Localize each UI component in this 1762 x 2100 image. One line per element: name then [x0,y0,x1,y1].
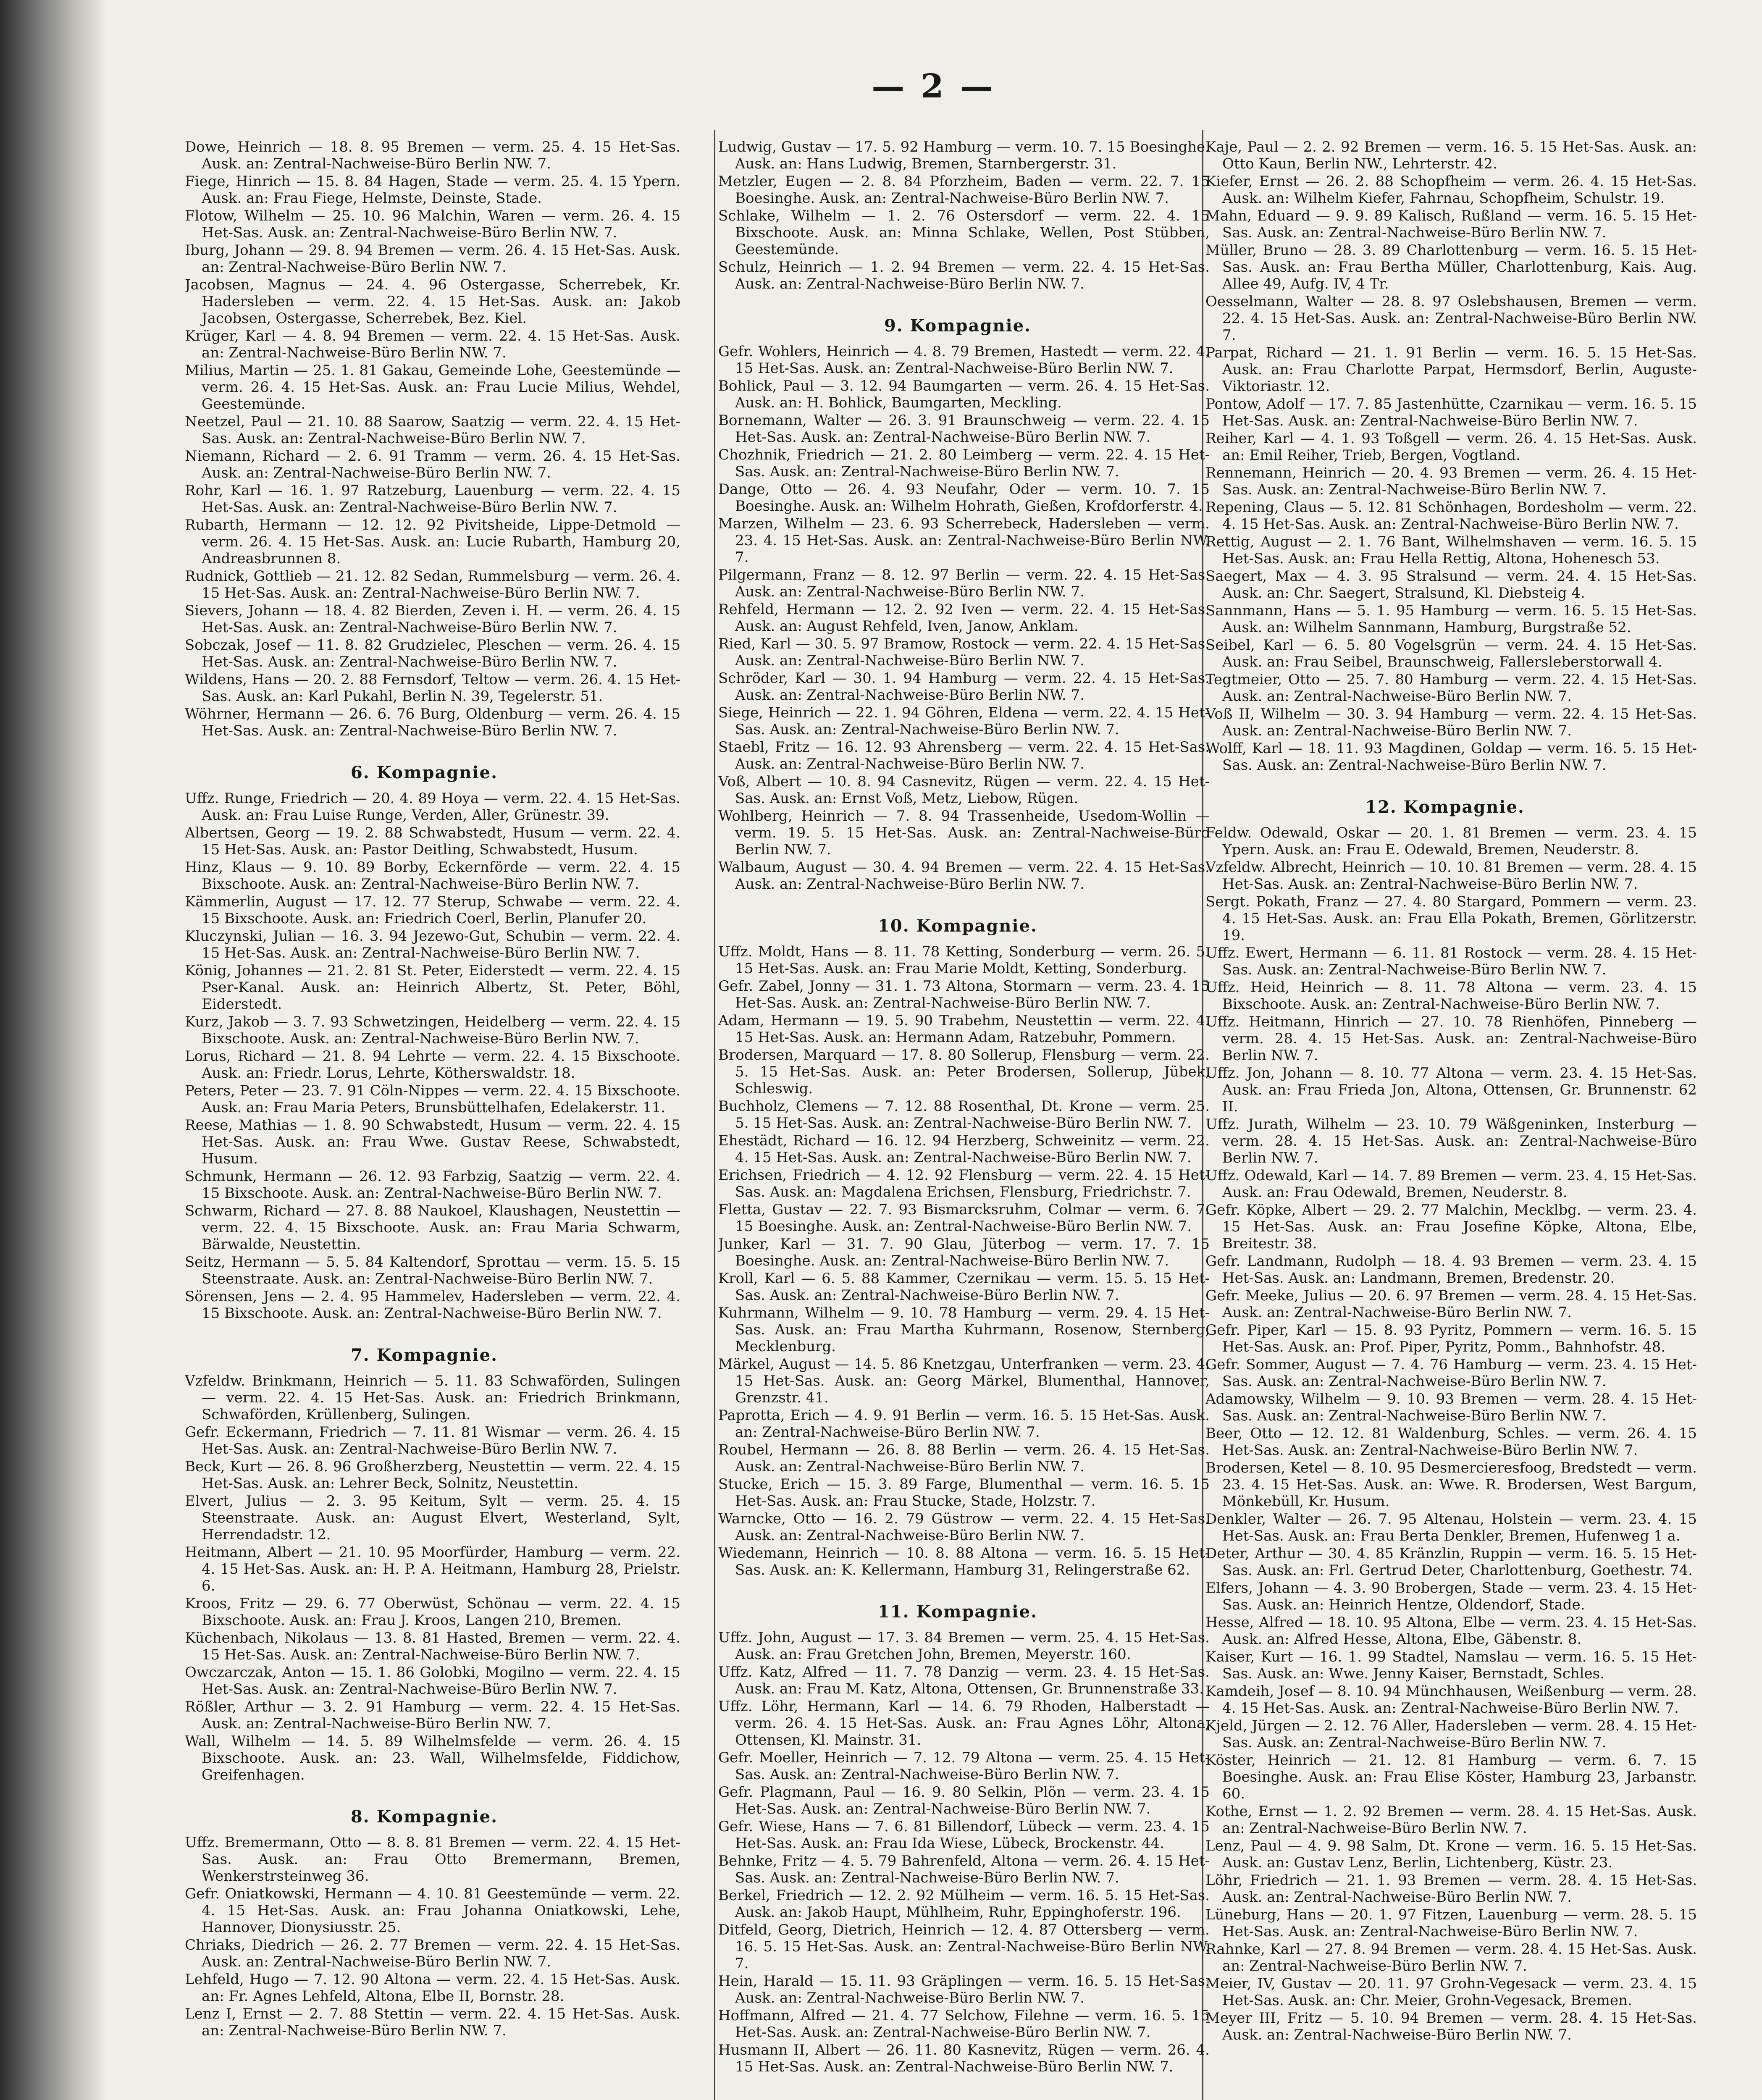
casualty-entry: Meyer III, Fritz — 5. 10. 94 Bremen — verm. 28. 4. 15 Het-Sas. Ausk. an: Zentral-Nachweise-Büro Berlin NW. 7. [1205,2010,1697,2043]
casualty-entry: Uffz. Jurath, Wilhelm — 23. 10. 79 Wäßgeninken, Insterburg — verm. 28. 4. 15 Het-Sas. Ausk. an: Zentral-Nachweise-Büro Berlin NW. 7. [1205,1116,1697,1166]
casualty-entry: Reese, Mathias — 1. 8. 90 Schwabstedt, Husum — verm. 22. 4. 15 Het-Sas. Ausk. an: Frau Wwe. Gustav Reese, Schwabstedt, Husum. [185,1117,680,1167]
casualty-entry: Gefr. Meeke, Julius — 20. 6. 97 Bremen — verm. 28. 4. 15 Het-Sas. Ausk. an: Zentral-Nachweise-Büro Berlin NW. 7. [1205,1287,1697,1321]
casualty-entry: Oesselmann, Walter — 28. 8. 97 Oslebshausen, Bremen — verm. 22. 4. 15 Het-Sas. Ausk. an: Zentral-Nachweise-Büro Berlin NW. 7. [1205,293,1697,344]
casualty-entry: Marzen, Wilhelm — 23. 6. 93 Scherrebeck, Hadersleben — verm. 23. 4. 15 Het-Sas. Ausk. an: Zentral-Nachweise-Büro Berlin NW. 7. [718,515,1210,566]
casualty-entry: Gefr. Piper, Karl — 15. 8. 93 Pyritz, Pommern — verm. 16. 5. 15 Het-Sas. Ausk. an: Prof. Piper, Pyritz, Pomm., Bahnhofstr. 48. [1205,1322,1697,1355]
casualty-entry: Voß II, Wilhelm — 30. 3. 94 Hamburg — verm. 22. 4. 15 Het-Sas. Ausk. an: Zentral-Nachweise-Büro Berlin NW. 7. [1205,706,1697,739]
casualty-entry: Hinz, Klaus — 9. 10. 89 Borby, Eckernförde — verm. 22. 4. 15 Bixschoote. Ausk. an: Zentral-Nachweise-Büro Berlin NW. 7. [185,859,680,892]
casualty-entry: Meier, IV, Gustav — 20. 11. 97 Grohn-Vegesack — verm. 23. 4. 15 Het-Sas. Ausk. an: Chr. Meier, Grohn-Vegesack, Bremen. [1205,1975,1697,2009]
text-column-3 [1205,139,1743,2100]
casualty-entry: Flotow, Wilhelm — 25. 10. 96 Malchin, Waren — verm. 26. 4. 15 Het-Sas. Ausk. an: Zentral-Nachweise-Büro Berlin NW. 7. [185,207,680,241]
casualty-entry: Krüger, Karl — 4. 8. 94 Bremen — verm. 22. 4. 15 Het-Sas. Ausk. an: Zentral-Nachweise-Büro Berlin NW. 7. [185,328,680,361]
casualty-entry: Wall, Wilhelm — 14. 5. 89 Wilhelmsfelde — verm. 26. 4. 15 Bixschoote. Ausk. an: 23. Wall, Wilhelmsfelde, Fiddichow, Greifenhagen. [185,1733,680,1783]
casualty-entry: Dange, Otto — 26. 4. 93 Neufahr, Oder — verm. 10. 7. 15 Boesinghe. Ausk. an: Wilhelm Hohrath, Gießen, Krofdorferstr. 4. [718,481,1210,514]
casualty-entry: Gefr. Eckermann, Friedrich — 7. 11. 81 Wismar — verm. 26. 4. 15 Het-Sas. Ausk. an: Zentral-Nachweise-Büro Berlin NW. 7. [185,1424,680,1457]
casualty-entry: Sergt. Pokath, Franz — 27. 4. 80 Stargard, Pommern — verm. 23. 4. 15 Het-Sas. Ausk. an: Frau Ella Pokath, Bremen, Görlitzerstr. 19. [1205,893,1697,944]
casualty-entry: Adamowsky, Wilhelm — 9. 10. 93 Bremen — verm. 28. 4. 15 Het-Sas. Ausk. an: Zentral-Nachweise-Büro Berlin NW. 7. [1205,1391,1697,1424]
casualty-entry: Mahn, Eduard — 9. 9. 89 Kalisch, Rußland — verm. 16. 5. 15 Het-Sas. Ausk. an: Zentral-Nachweise-Büro Berlin NW. 7. [1205,207,1697,241]
casualty-entry: Schmunk, Hermann — 26. 12. 93 Farbzig, Saatzig — verm. 22. 4. 15 Bixschoote. Ausk. an: Zentral-Nachweise-Büro Berlin NW. 7. [185,1168,680,1202]
casualty-entry: Beer, Otto — 12. 12. 81 Waldenburg, Schles. — verm. 26. 4. 15 Het-Sas. Ausk. an: Zentral-Nachweise-Büro Berlin NW. 7. [1205,1425,1697,1459]
casualty-entry: Lorus, Richard — 21. 8. 94 Lehrte — verm. 22. 4. 15 Bixschoote. Ausk. an: Friedr. Lorus, Lehrte, Kötherswaldstr. 18. [185,1048,680,1082]
company-heading: 7. Kompagnie. [350,1345,498,1365]
casualty-entry: Denkler, Walter — 26. 7. 95 Altenau, Holstein — verm. 23. 4. 15 Het-Sas. Ausk. an: Frau Berta Denkler, Bremen, Hufenweg 1 a. [1205,1511,1697,1544]
casualty-entry: Berkel, Friedrich — 12. 2. 92 Mülheim — verm. 16. 5. 15 Het-Sas. Ausk. an: Jakob Haupt, Mühlheim, Ruhr, Eppinghoferstr. 196. [718,1887,1210,1921]
company-heading: 10. Kompagnie. [878,916,1037,936]
casualty-entry: Roubel, Hermann — 26. 8. 88 Berlin — verm. 26. 4. 15 Het-Sas. Ausk. an: Zentral-Nachweise-Büro Berlin NW. 7. [718,1441,1210,1475]
casualty-entry: Owczarczak, Anton — 15. 1. 86 Golobki, Mogilno — verm. 22. 4. 15 Het-Sas. Ausk. an: Zentral-Nachweise-Büro Berlin NW. 7. [185,1664,680,1698]
casualty-entry: Neetzel, Paul — 21. 10. 88 Saarow, Saatzig — verm. 22. 4. 15 Het-Sas. Ausk. an: Zentral-Nachweise-Büro Berlin NW. 7. [185,413,680,447]
casualty-entry: Wolff, Karl — 18. 11. 93 Magdinen, Goldap — verm. 16. 5. 15 Het-Sas. Ausk. an: Zentral-Nachweise-Büro Berlin NW. 7. [1205,740,1697,774]
casualty-entry: Voß, Albert — 10. 8. 94 Casnevitz, Rügen — verm. 22. 4. 15 Het-Sas. Ausk. an: Ernst Voß, Metz, Liebow, Rügen. [718,773,1210,807]
company-heading: 6. Kompagnie. [350,763,498,782]
casualty-entry: Heitmann, Albert — 21. 10. 95 Moorfürder, Hamburg — verm. 22. 4. 15 Het-Sas. Ausk. an: H. P. A. Heitmann, Hamburg 28, Prielstr. 6. [185,1544,680,1594]
casualty-entry: Stucke, Erich — 15. 3. 89 Farge, Blumenthal — verm. 16. 5. 15 Het-Sas. Ausk. an: Frau Stucke, Stade, Holzstr. 7. [718,1476,1210,1509]
casualty-entry: Sannmann, Hans — 5. 1. 95 Hamburg — verm. 16. 5. 15 Het-Sas. Ausk. an: Wilhelm Sannmann, Hamburg, Burgstraße 52. [1205,602,1697,636]
casualty-entry: Lenz I, Ernst — 2. 7. 88 Stettin — verm. 22. 4. 15 Het-Sas. Ausk. an: Zentral-Nachweise-Büro Berlin NW. 7. [185,2006,680,2039]
company-heading: 9. Kompagnie. [884,316,1032,336]
casualty-entry: Lenz, Paul — 4. 9. 98 Salm, Dt. Krone — verm. 16. 5. 15 Het-Sas. Ausk. an: Gustav Lenz, Berlin, Lichtenberg, Küstr. 23. [1205,1838,1697,1871]
casualty-entry: Tegtmeier, Otto — 25. 7. 80 Hamburg — verm. 22. 4. 15 Het-Sas. Ausk. an: Zentral-Nachweise-Büro Berlin NW. 7. [1205,671,1697,705]
casualty-entry: Uffz. Odewald, Karl — 14. 7. 89 Bremen — verm. 23. 4. 15 Het-Sas. Ausk. an: Frau Odewald, Bremen, Neuderstr. 8. [1205,1167,1697,1201]
casualty-entry: Gefr. Wohlers, Heinrich — 4. 8. 79 Bremen, Hastedt — verm. 22. 4. 15 Het-Sas. Ausk. an: Zentral-Nachweise-Büro Berlin NW. 7. [718,343,1210,377]
binding-gutter [0,0,105,2100]
casualty-entry: Schröder, Karl — 30. 1. 94 Hamburg — verm. 22. 4. 15 Het-Sas. Ausk. an: Zentral-Nachweise-Büro Berlin NW. 7. [718,670,1210,704]
casualty-entry: Sievers, Johann — 18. 4. 82 Bierden, Zeven i. H. — verm. 26. 4. 15 Het-Sas. Ausk. an: Zentral-Nachweise-Büro Berlin NW. 7. [185,602,680,636]
casualty-entry: Husmann II, Albert — 26. 11. 80 Kasnevitz, Rügen — verm. 26. 4. 15 Het-Sas. Ausk. an: Zentral-Nachweise-Büro Berlin NW. 7. [718,2042,1210,2075]
casualty-entry: Bohlick, Paul — 3. 12. 94 Baumgarten — verm. 26. 4. 15 Het-Sas. Ausk. an: H. Bohlick, Baumgarten, Meckling. [718,378,1210,411]
casualty-entry: Kamdeih, Josef — 8. 10. 94 Münchhausen, Weißenburg — verm. 28. 4. 15 Het-Sas. Ausk. an: Zentral-Nachweise-Büro Berlin NW. 7. [1205,1683,1697,1717]
casualty-entry: Ried, Karl — 30. 5. 97 Bramow, Rostock — verm. 22. 4. 15 Het-Sas. Ausk. an: Zentral-Nachweise-Büro Berlin NW. 7. [718,635,1210,669]
casualty-entry: Kurz, Jakob — 3. 7. 93 Schwetzingen, Heidelberg — verm. 22. 4. 15 Bixschoote. Ausk. an: Zentral-Nachweise-Büro Berlin NW. 7. [185,1013,680,1047]
page-number: — 2 — [872,67,995,105]
casualty-entry: Buchholz, Clemens — 7. 12. 88 Rosenthal, Dt. Krone — verm. 25. 5. 15 Het-Sas. Ausk. an: Zentral-Nachweise-Büro Berlin NW. 7. [718,1098,1210,1131]
casualty-entry: Beck, Kurt — 26. 8. 96 Großherzberg, Neustettin — verm. 22. 4. 15 Het-Sas. Ausk. an: Lehrer Beck, Solnitz, Neustettin. [185,1458,680,1492]
casualty-entry: Pontow, Adolf — 17. 7. 85 Jastenhütte, Czarnikau — verm. 16. 5. 15 Het-Sas. Ausk. an: Zentral-Nachweise-Büro Berlin NW. 7. [1205,396,1697,429]
casualty-entry: Elvert, Julius — 2. 3. 95 Keitum, Sylt — verm. 25. 4. 15 Steenstraate. Ausk. an: August Elvert, Westerland, Sylt, Herrendadstr. 12. [185,1493,680,1543]
casualty-entry: Chozhnik, Friedrich — 21. 2. 80 Leimberg — verm. 22. 4. 15 Het-Sas. Ausk. an: Zentral-Nachweise-Büro Berlin NW. 7. [718,446,1210,480]
casualty-entry: Behnke, Fritz — 4. 5. 79 Bahrenfeld, Altona — verm. 26. 4. 15 Het-Sas. Ausk. an: Zentral-Nachweise-Büro Berlin NW. 7. [718,1853,1210,1886]
casualty-entry: Uffz. Ewert, Hermann — 6. 11. 81 Rostock — verm. 28. 4. 15 Het-Sas. Ausk. an: Zentral-Nachweise-Büro Berlin NW. 7. [1205,945,1697,978]
casualty-entry: Fiege, Hinrich — 15. 8. 84 Hagen, Stade — verm. 25. 4. 15 Ypern. Ausk. an: Frau Fiege, Helmste, Deinste, Stade. [185,173,680,207]
company-heading: 8. Kompagnie. [350,1807,498,1827]
casualty-entry: Märkel, August — 14. 5. 86 Knetzgau, Unterfranken — verm. 23. 4. 15 Het-Sas. Ausk. an: Georg Märkel, Blumenthal, Hannover, Grenzstr. 41. [718,1356,1210,1406]
casualty-entry: Ludwig, Gustav — 17. 5. 92 Hamburg — verm. 10. 7. 15 Boesinghe. Ausk. an: Hans Ludwig, Bremen, Starnbergerstr. 31. [718,139,1210,172]
casualty-entry: Metzler, Eugen — 2. 8. 84 Pforzheim, Baden — verm. 22. 7. 15 Boesinghe. Ausk. an: Zentral-Nachweise-Büro Berlin NW. 7. [718,173,1210,207]
casualty-entry: Kämmerlin, August — 17. 12. 77 Sterup, Schwabe — verm. 22. 4. 15 Bixschoote. Ausk. an: Friedrich Coerl, Berlin, Planufer 20. [185,893,680,927]
casualty-entry: Wildens, Hans — 20. 2. 88 Fernsdorf, Teltow — verm. 26. 4. 15 Het-Sas. Ausk. an: Karl Pukahl, Berlin N. 39, Tegelerstr. 51. [185,671,680,705]
casualty-entry: Junker, Karl — 31. 7. 90 Glau, Jüterbog — verm. 17. 7. 15 Boesinghe. Ausk. an: Zentral-Nachweise-Büro Berlin NW. 7. [718,1236,1210,1269]
casualty-entry: Seibel, Karl — 6. 5. 80 Vogelsgrün — verm. 24. 4. 15 Het-Sas. Ausk. an: Frau Seibel, Braunschweig, Fallersleberstorwall 4. [1205,637,1697,670]
casualty-entry: Schulz, Heinrich — 1. 2. 94 Bremen — verm. 22. 4. 15 Het-Sas. Ausk. an: Zentral-Nachweise-Büro Berlin NW. 7. [718,259,1210,292]
casualty-entry: Kothe, Ernst — 1. 2. 92 Bremen — verm. 28. 4. 15 Het-Sas. Ausk. an: Zentral-Nachweise-Büro Berlin NW. 7. [1205,1803,1697,1837]
casualty-entry: Kroll, Karl — 6. 5. 88 Kammer, Czernikau — verm. 15. 5. 15 Het-Sas. Ausk. an: Zentral-Nachweise-Büro Berlin NW. 7. [718,1270,1210,1304]
casualty-entry: Hoffmann, Alfred — 21. 4. 77 Selchow, Filehne — verm. 16. 5. 15 Het-Sas. Ausk. an: Zentral-Nachweise-Büro Berlin NW. 7. [718,2007,1210,2041]
casualty-entry: Gefr. Moeller, Heinrich — 7. 12. 79 Altona — verm. 25. 4. 15 Het-Sas. Ausk. an: Zentral-Nachweise-Büro Berlin NW. 7. [718,1749,1210,1783]
casualty-entry: Uffz. Runge, Friedrich — 20. 4. 89 Hoya — verm. 22. 4. 15 Het-Sas. Ausk. an: Frau Luise Runge, Verden, Aller, Grünestr. 39. [185,790,680,824]
casualty-entry: Wiedemann, Heinrich — 10. 8. 88 Altona — verm. 16. 5. 15 Het-Sas. Ausk. an: K. Kellermann, Hamburg 31, Relingerstraße 62. [718,1545,1210,1578]
casualty-entry: Uffz. Moldt, Hans — 8. 11. 78 Ketting, Sonderburg — verm. 26. 5. 15 Het-Sas. Ausk. an: Frau Marie Moldt, Ketting, Sonderburg. [718,943,1210,977]
casualty-entry: Kjeld, Jürgen — 2. 12. 76 Aller, Hadersleben — verm. 28. 4. 15 Het-Sas. Ausk. an: Zentral-Nachweise-Büro Berlin NW. 7. [1205,1717,1697,1751]
casualty-entry: Uffz. Jon, Johann — 8. 10. 77 Altona — verm. 23. 4. 15 Het-Sas. Ausk. an: Frau Frieda Jon, Altona, Ottensen, Gr. Brunnenstr. 62 II. [1205,1065,1697,1115]
document-page [105,0,1762,2100]
casualty-entry: Walbaum, August — 30. 4. 94 Bremen — verm. 22. 4. 15 Het-Sas. Ausk. an: Zentral-Nachweise-Büro Berlin NW. 7. [718,859,1210,892]
casualty-entry: Kuhrmann, Wilhelm — 9. 10. 78 Hamburg — verm. 29. 4. 15 Het-Sas. Ausk. an: Frau Martha Kuhrmann, Rosenow, Sternberg, Mecklenburg. [718,1305,1210,1355]
casualty-entry: Fletta, Gustav — 22. 7. 93 Bismarcksruhm, Colmar — verm. 6. 7. 15 Boesinghe. Ausk. an: Zentral-Nachweise-Büro Berlin NW. 7. [718,1201,1210,1235]
casualty-entry: Rennemann, Heinrich — 20. 4. 93 Bremen — verm. 26. 4. 15 Het-Sas. Ausk. an: Zentral-Nachweise-Büro Berlin NW. 7. [1205,465,1697,498]
casualty-entry: Bornemann, Walter — 26. 3. 91 Braunschweig — verm. 22. 4. 15 Het-Sas. Ausk. an: Zentral-Nachweise-Büro Berlin NW. 7. [718,412,1210,446]
casualty-entry: Kroos, Fritz — 29. 6. 77 Oberwüst, Schönau — verm. 22. 4. 15 Bixschoote. Ausk. an: Frau J. Kroos, Langen 210, Bremen. [185,1595,680,1629]
casualty-entry: Rettig, August — 2. 1. 76 Bant, Wilhelmshaven — verm. 16. 5. 15 Het-Sas. Ausk. an: Frau Hella Rettig, Altona, Hohenesch 53. [1205,533,1697,567]
casualty-entry: Gefr. Oniatkowski, Hermann — 4. 10. 81 Geestemünde — verm. 22. 4. 15 Het-Sas. Ausk. an: Frau Johanna Oniatkowski, Lehe, Hannover, Dionysiusstr. 25. [185,1885,680,1936]
casualty-entry: Uffz. Heitmann, Hinrich — 27. 10. 78 Rienhöfen, Pinneberg — verm. 28. 4. 15 Het-Sas. Ausk. an: Zentral-Nachweise-Büro Berlin NW. 7. [1205,1013,1697,1064]
casualty-entry: Albertsen, Georg — 19. 2. 88 Schwabstedt, Husum — verm. 22. 4. 15 Het-Sas. Ausk. an: Pastor Deitling, Schwabstedt, Husum. [185,824,680,858]
casualty-entry: Peters, Peter — 23. 7. 91 Cöln-Nippes — verm. 22. 4. 15 Bixschoote. Ausk. an: Frau Maria Peters, Brunsbüttelhafen, Edelakerstr. 11. [185,1082,680,1116]
casualty-entry: Pilgermann, Franz — 8. 12. 97 Berlin — verm. 22. 4. 15 Het-Sas. Ausk. an: Zentral-Nachweise-Büro Berlin NW. 7. [718,567,1210,600]
casualty-entry: Staebl, Fritz — 16. 12. 93 Ahrensberg — verm. 22. 4. 15 Het-Sas. Ausk. an: Zentral-Nachweise-Büro Berlin NW. 7. [718,739,1210,772]
casualty-entry: Vzfeldw. Brinkmann, Heinrich — 5. 11. 83 Schwaförden, Sulingen — verm. 22. 4. 15 Het-Sas. Ausk. an: Friedrich Brinkmann, Schwaförden, Krüllenberg, Sulingen. [185,1373,680,1423]
casualty-entry: Niemann, Richard — 2. 6. 91 Tramm — verm. 26. 4. 15 Het-Sas. Ausk. an: Zentral-Nachweise-Büro Berlin NW. 7. [185,448,680,481]
casualty-entry: Hein, Harald — 15. 11. 93 Gräplingen — verm. 16. 5. 15 Het-Sas. Ausk. an: Zentral-Nachweise-Büro Berlin NW. 7. [718,1973,1210,2006]
casualty-entry: Wöhrner, Hermann — 26. 6. 76 Burg, Oldenburg — verm. 26. 4. 15 Het-Sas. Ausk. an: Zentral-Nachweise-Büro Berlin NW. 7. [185,706,680,739]
casualty-entry: Hesse, Alfred — 18. 10. 95 Altona, Elbe — verm. 23. 4. 15 Het-Sas. Ausk. an: Alfred Hesse, Altona, Elbe, Gäbenstr. 8. [1205,1614,1697,1648]
casualty-entry: Kaiser, Kurt — 16. 1. 99 Stadtel, Namslau — verm. 16. 5. 15 Het-Sas. Ausk. an: Wwe. Jenny Kaiser, Bernstadt, Schles. [1205,1648,1697,1682]
casualty-entry: Kluczynski, Julian — 16. 3. 94 Jezewo-Gut, Schubin — verm. 22. 4. 15 Het-Sas. Ausk. an: Zentral-Nachweise-Büro Berlin NW. 7. [185,928,680,961]
casualty-entry: Kiefer, Ernst — 26. 2. 88 Schopfheim — verm. 26. 4. 15 Het-Sas. Ausk. an: Wilhelm Kiefer, Fahrnau, Schopfheim, Schulstr. 19. [1205,173,1697,207]
casualty-entry: Uffz. John, August — 17. 3. 84 Bremen — verm. 25. 4. 15 Het-Sas. Ausk. an: Frau Gretchen John, Bremen, Meyerstr. 160. [718,1629,1210,1663]
company-heading: 12. Kompagnie. [1365,797,1525,817]
casualty-entry: Lehfeld, Hugo — 7. 12. 90 Altona — verm. 22. 4. 15 Het-Sas. Ausk. an: Fr. Agnes Lehfeld, Altona, Elbe II, Bornstr. 28. [185,1971,680,2005]
casualty-entry: Gefr. Wiese, Hans — 7. 6. 81 Billendorf, Lübeck — verm. 23. 4. 15 Het-Sas. Ausk. an: Frau Ida Wiese, Lübeck, Brockenstr. 44. [718,1818,1210,1852]
text-column-1 [185,139,722,2100]
casualty-entry: Schwarm, Richard — 27. 8. 88 Naukoel, Klaushagen, Neustettin — verm. 22. 4. 15 Bixschoote. Ausk. an: Frau Maria Schwarm, Bärwalde, Neustettin. [185,1202,680,1253]
casualty-entry: Sobczak, Josef — 11. 8. 82 Grudzielec, Pleschen — verm. 26. 4. 15 Het-Sas. Ausk. an: Zentral-Nachweise-Büro Berlin NW. 7. [185,637,680,670]
casualty-entry: Parpat, Richard — 21. 1. 91 Berlin — verm. 16. 5. 15 Het-Sas. Ausk. an: Frau Charlotte Parpat, Hermsdorf, Berlin, Auguste-Viktoriastr. 12. [1205,344,1697,395]
casualty-entry: Rohr, Karl — 16. 1. 97 Ratzeburg, Lauenburg — verm. 22. 4. 15 Het-Sas. Ausk. an: Zentral-Nachweise-Büro Berlin NW. 7. [185,482,680,516]
casualty-entry: Kaje, Paul — 2. 2. 92 Bremen — verm. 16. 5. 15 Het-Sas. Ausk. an: Otto Kaun, Berlin NW., Lehrterstr. 42. [1205,139,1697,172]
casualty-entry: Ditfeld, Georg, Dietrich, Heinrich — 12. 4. 87 Ottersberg — verm. 16. 5. 15 Het-Sas. Ausk. an: Zentral-Nachweise-Büro Berlin NW. 7. [718,1922,1210,1972]
casualty-entry: Repening, Claus — 5. 12. 81 Schönhagen, Bordesholm — verm. 22. 4. 15 Het-Sas. Ausk. an: Zentral-Nachweise-Büro Berlin NW. 7. [1205,499,1697,533]
casualty-entry: Brodersen, Marquard — 17. 8. 80 Sollerup, Flensburg — verm. 22. 5. 15 Het-Sas. Ausk. an: Peter Brodersen, Sollerup, Jübek, Schleswig. [718,1047,1210,1097]
casualty-entry: Uffz. Bremermann, Otto — 8. 8. 81 Bremen — verm. 22. 4. 15 Het-Sas. Ausk. an: Frau Otto Bremermann, Bremen, Wenkerstrsteinweg 36. [185,1834,680,1885]
casualty-entry: Adam, Hermann — 19. 5. 90 Trabehm, Neustettin — verm. 22. 4. 15 Het-Sas. Ausk. an: Hermann Adam, Ratzebuhr, Pommern. [718,1012,1210,1046]
casualty-entry: Erichsen, Friedrich — 4. 12. 92 Flensburg — verm. 22. 4. 15 Het-Sas. Ausk. an: Magdalena Erichsen, Flensburg, Friedrichstr. 7. [718,1167,1210,1200]
text-column-2 [718,139,1256,2100]
casualty-entry: Rößler, Arthur — 3. 2. 91 Hamburg — verm. 22. 4. 15 Het-Sas. Ausk. an: Zentral-Nachweise-Büro Berlin NW. 7. [185,1698,680,1732]
casualty-entry: Lüneburg, Hans — 20. 1. 97 Fitzen, Lauenburg — verm. 28. 5. 15 Het-Sas. Ausk. an: Zentral-Nachweise-Büro Berlin NW. 7. [1205,1906,1697,1940]
casualty-entry: Feldw. Odewald, Oskar — 20. 1. 81 Bremen — verm. 23. 4. 15 Ypern. Ausk. an: Frau E. Odewald, Bremen, Neuderstr. 8. [1205,824,1697,858]
casualty-entry: Müller, Bruno — 28. 3. 89 Charlottenburg — verm. 16. 5. 15 Het-Sas. Ausk. an: Frau Bertha Müller, Charlottenburg, Kais. Aug. Allee 49, Aufg. IV, 4 Tr. [1205,242,1697,292]
casualty-entry: Paprotta, Erich — 4. 9. 91 Berlin — verm. 16. 5. 15 Het-Sas. Ausk. an: Zentral-Nachweise-Büro Berlin NW. 7. [718,1407,1210,1441]
casualty-entry: Warncke, Otto — 16. 2. 79 Güstrow — verm. 22. 4. 15 Het-Sas. Ausk. an: Zentral-Nachweise-Büro Berlin NW. 7. [718,1510,1210,1544]
casualty-entry: Deter, Arthur — 30. 4. 85 Kränzlin, Ruppin — verm. 16. 5. 15 Het-Sas. Ausk. an: Frl. Gertrud Deter, Charlottenburg, Goethestr. 74. [1205,1545,1697,1579]
casualty-entry: Siege, Heinrich — 22. 1. 94 Göhren, Eldena — verm. 22. 4. 15 Het-Sas. Ausk. an: Zentral-Nachweise-Büro Berlin NW. 7. [718,704,1210,738]
casualty-entry: Uffz. Katz, Alfred — 11. 7. 78 Danzig — verm. 23. 4. 15 Het-Sas. Ausk. an: Frau M. Katz, Altona, Ottensen, Gr. Brunnenstraße 33. [718,1664,1210,1697]
casualty-entry: Gefr. Landmann, Rudolph — 18. 4. 93 Bremen — verm. 23. 4. 15 Het-Sas. Ausk. an: Landmann, Bremen, Bredenstr. 20. [1205,1253,1697,1286]
casualty-entry: Uffz. Heid, Heinrich — 8. 11. 78 Altona — verm. 23. 4. 15 Bixschoote. Ausk. an: Zentral-Nachweise-Büro Berlin NW. 7. [1205,979,1697,1013]
casualty-entry: Elfers, Johann — 4. 3. 90 Brobergen, Stade — verm. 23. 4. 15 Het-Sas. Ausk. an: Heinrich Hentze, Oldendorf, Stade. [1205,1580,1697,1613]
casualty-entry: Milius, Martin — 25. 1. 81 Gakau, Gemeinde Lohe, Geestemünde — verm. 26. 4. 15 Het-Sas. Ausk. an: Frau Lucie Milius, Wehdel, Geestemünde. [185,362,680,412]
casualty-entry: Reiher, Karl — 4. 1. 93 Toßgell — verm. 26. 4. 15 Het-Sas. Ausk. an: Emil Reiher, Trieb, Bergen, Vogtland. [1205,430,1697,464]
casualty-entry: Sörensen, Jens — 2. 4. 95 Hammelev, Hadersleben — verm. 22. 4. 15 Bixschoote. Ausk. an: Zentral-Nachweise-Büro Berlin NW. 7. [185,1288,680,1322]
casualty-entry: König, Johannes — 21. 2. 81 St. Peter, Eiderstedt — verm. 22. 4. 15 Pser-Kanal. Ausk. an: Heinrich Albertz, St. Peter, Böhl, Eiderstedt. [185,962,680,1013]
casualty-entry: Vzfeldw. Albrecht, Heinrich — 10. 10. 81 Bremen — verm. 28. 4. 15 Het-Sas. Ausk. an: Zentral-Nachweise-Büro Berlin NW. 7. [1205,859,1697,892]
casualty-entry: Seitz, Hermann — 5. 5. 84 Kaltendorf, Sprottau — verm. 15. 5. 15 Steenstraate. Ausk. an: Zentral-Nachweise-Büro Berlin NW. 7. [185,1254,680,1287]
casualty-entry: Köster, Heinrich — 21. 12. 81 Hamburg — verm. 6. 7. 15 Boesinghe. Ausk. an: Frau Elise Köster, Hamburg 23, Jarbanstr. 60. [1205,1752,1697,1802]
casualty-entry: Chriaks, Diedrich — 26. 2. 77 Bremen — verm. 22. 4. 15 Het-Sas. Ausk. an: Zentral-Nachweise-Büro Berlin NW. 7. [185,1937,680,1970]
casualty-entry: Schlake, Wilhelm — 1. 2. 76 Ostersdorf — verm. 22. 4. 15 Bixschoote. Ausk. an: Minna Schlake, Wellen, Post Stübben, Geestemünde. [718,207,1210,258]
casualty-entry: Wohlberg, Heinrich — 7. 8. 94 Trassenheide, Usedom-Wollin — verm. 19. 5. 15 Het-Sas. Ausk. an: Zentral-Nachweise-Büro Berlin NW. 7. [718,808,1210,858]
casualty-entry: Rehfeld, Hermann — 12. 2. 92 Iven — verm. 22. 4. 15 Het-Sas. Ausk. an: August Rehfeld, Iven, Janow, Anklam. [718,601,1210,635]
casualty-entry: Gefr. Plagmann, Paul — 16. 9. 80 Selkin, Plön — verm. 23. 4. 15 Het-Sas. Ausk. an: Zentral-Nachweise-Büro Berlin NW. 7. [718,1784,1210,1817]
casualty-entry: Iburg, Johann — 29. 8. 94 Bremen — verm. 26. 4. 15 Het-Sas. Ausk. an: Zentral-Nachweise-Büro Berlin NW. 7. [185,242,680,276]
casualty-entry: Brodersen, Ketel — 8. 10. 95 Desmercieresfoog, Bredstedt — verm. 23. 4. 15 Het-Sas. Ausk. an: Wwe. R. Brodersen, West Bargum, Mönkebüll, Kr. Husum. [1205,1460,1697,1510]
company-heading: 11. Kompagnie. [878,1602,1037,1622]
casualty-entry: Rahnke, Karl — 27. 8. 94 Bremen — verm. 28. 4. 15 Het-Sas. Ausk. an: Zentral-Nachweise-Büro Berlin NW. 7. [1205,1941,1697,1974]
casualty-entry: Löhr, Friedrich — 21. 1. 93 Bremen — verm. 28. 4. 15 Het-Sas. Ausk. an: Zentral-Nachweise-Büro Berlin NW. 7. [1205,1872,1697,1906]
casualty-entry: Ehestädt, Richard — 16. 12. 94 Herzberg, Schweinitz — verm. 22. 4. 15 Het-Sas. Ausk. an: Zentral-Nachweise-Büro Berlin NW. 7. [718,1132,1210,1166]
casualty-entry: Rudnick, Gottlieb — 21. 12. 82 Sedan, Rummelsburg — verm. 26. 4. 15 Het-Sas. Ausk. an: Zentral-Nachweise-Büro Berlin NW. 7. [185,568,680,601]
casualty-entry: Küchenbach, Nikolaus — 13. 8. 81 Hasted, Bremen — verm. 22. 4. 15 Het-Sas. Ausk. an: Zentral-Nachweise-Büro Berlin NW. 7. [185,1630,680,1663]
casualty-entry: Gefr. Zabel, Jonny — 31. 1. 73 Altona, Stormarn — verm. 23. 4. 15 Het-Sas. Ausk. an: Zentral-Nachweise-Büro Berlin NW. 7. [718,978,1210,1011]
casualty-entry: Saegert, Max — 4. 3. 95 Stralsund — verm. 24. 4. 15 Het-Sas. Ausk. an: Chr. Saegert, Stralsund, Kl. Diebsteig 4. [1205,568,1697,601]
casualty-entry: Gefr. Köpke, Albert — 29. 2. 77 Malchin, Mecklbg. — verm. 23. 4. 15 Het-Sas. Ausk. an: Frau Josefine Köpke, Altona, Elbe, Breitestr. 38. [1205,1202,1697,1252]
casualty-entry: Rubarth, Hermann — 12. 12. 92 Pivitsheide, Lippe-Detmold — verm. 26. 4. 15 Het-Sas. Ausk. an: Lucie Rubarth, Hamburg 20, Andreasbrunnen 8. [185,517,680,567]
casualty-entry: Gefr. Sommer, August — 7. 4. 76 Hamburg — verm. 23. 4. 15 Het-Sas. Ausk. an: Zentral-Nachweise-Büro Berlin NW. 7. [1205,1356,1697,1390]
casualty-entry: Uffz. Löhr, Hermann, Karl — 14. 6. 79 Rhoden, Halberstadt — verm. 26. 4. 15 Het-Sas. Ausk. an: Frau Agnes Löhr, Altona, Ottensen, Kl. Mainstr. 31. [718,1698,1210,1748]
casualty-entry: Jacobsen, Magnus — 24. 4. 96 Ostergasse, Scherrebek, Kr. Hadersleben — verm. 22. 4. 15 Het-Sas. Ausk. an: Jakob Jacobsen, Ostergasse, Scherrebek, Bez. Kiel. [185,276,680,327]
casualty-entry: Dowe, Heinrich — 18. 8. 95 Bremen — verm. 25. 4. 15 Het-Sas. Ausk. an: Zentral-Nachweise-Büro Berlin NW. 7. [185,139,680,172]
